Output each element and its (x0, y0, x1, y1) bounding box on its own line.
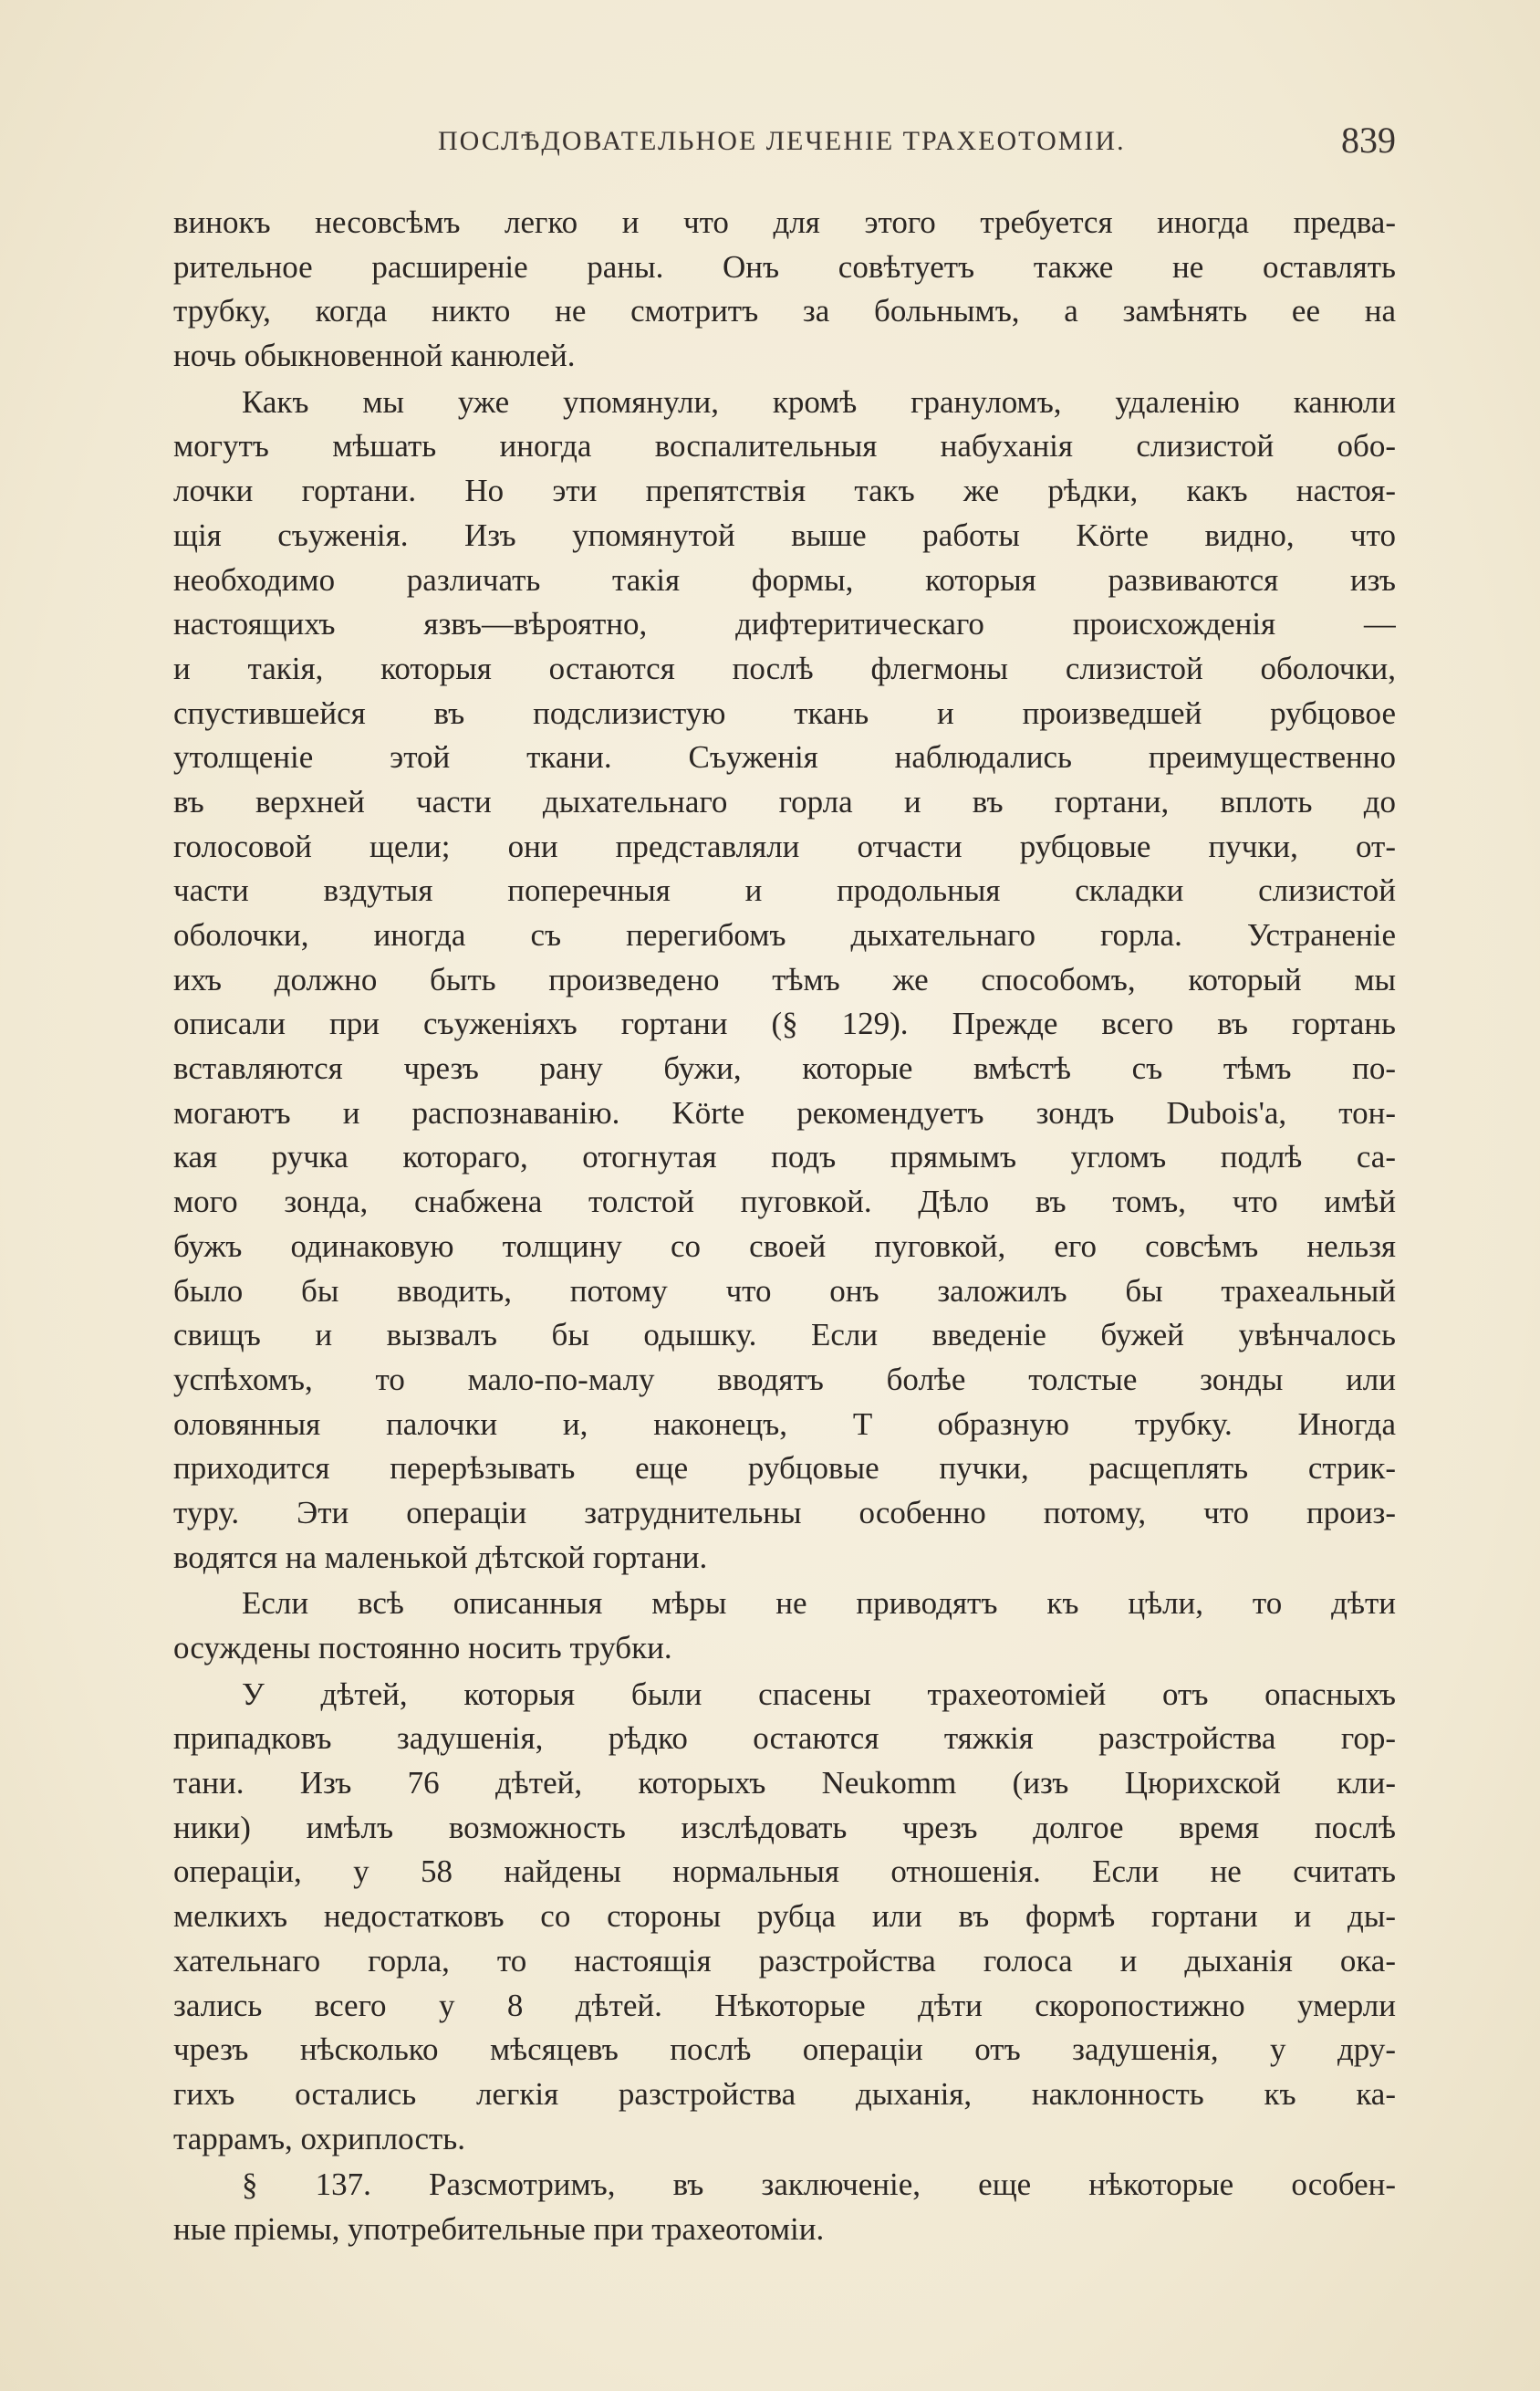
paragraph (173, 1673, 1396, 2162)
text-line: части вздутыя поперечныя и продольныя складки слизистой (173, 872, 1396, 909)
text-line: успѣхомъ, то мало-по-малу вводятъ болѣе толстые зонды или (173, 1361, 1396, 1397)
text-line: водятся на маленькой дѣтской гортани. (173, 1539, 708, 1575)
text-line: мелкихъ недостатковъ со стороны рубца или въ формѣ гортани и ды- (173, 1898, 1396, 1935)
text-line: голосовой щели; они представляли отчасти рубцовые пучки, от- (173, 828, 1396, 864)
text-line: спустившейся въ подслизистую ткань и произведшей рубцовое (173, 694, 1396, 731)
page-header (173, 119, 1396, 173)
text-line: могутъ мѣшать иногда воспалительныя набуханія слизистой обо- (173, 428, 1396, 465)
text-line: Какъ мы уже упомянули, кромѣ грануломъ, удаленію канюли (242, 383, 1396, 420)
page-number: 839 (1341, 120, 1396, 161)
text-line: ники) имѣлъ возможность изслѣдовать чрезъ долгое время послѣ (173, 1809, 1396, 1845)
text-line: тани. Изъ 76 дѣтей, которыхъ Neukomm (изъ Цюрихской кли- (173, 1765, 1396, 1801)
text-line: туру. Эти операціи затруднительны особенно потому, что произ- (173, 1494, 1396, 1530)
text-line: мого зонда, снабжена толстой пуговкой. Дѣло въ томъ, что имѣй (173, 1184, 1396, 1220)
text-line: операціи, у 58 найдены нормальныя отношенія. Если не считать (173, 1853, 1396, 1890)
text-line: описали при съуженіяхъ гортани (§ 129). Прежде всего въ гортань (173, 1006, 1396, 1042)
paragraph (173, 1582, 1396, 1670)
text-line: бужъ одинаковую толщину со своей пуговкой, его совсѣмъ нельзя (173, 1227, 1396, 1264)
text-line: Если всѣ описанныя мѣры не приводятъ къ цѣли, то дѣти (242, 1585, 1396, 1622)
paragraph (173, 2163, 1396, 2251)
text-line: кая ручка котораго, отогнутая подъ прямымъ угломъ подлѣ са- (173, 1139, 1396, 1175)
paragraph (173, 201, 1396, 379)
text-line: оловянныя палочки и, наконецъ, T образную трубку. Иногда (173, 1405, 1396, 1442)
text-line: щія съуженія. Изъ упомянутой выше работы Körte видно, что (173, 517, 1396, 553)
text-line: было бы вводить, потому что онъ заложилъ бы трахеальный (173, 1272, 1396, 1309)
text-line: ночь обыкновенной канюлей. (173, 338, 576, 374)
text-line: таррамъ, охриплость. (173, 2120, 466, 2156)
page-body (173, 201, 1396, 2254)
paragraph (173, 381, 1396, 1581)
text-line: настоящихъ язвъ—вѣроятно, дифтеритическаго происхожденія — (173, 606, 1396, 642)
text-line: ихъ должно быть произведено тѣмъ же способомъ, который мы (173, 961, 1396, 997)
text-line: приходится перерѣзывать еще рубцовые пучки, расщеплять стрик- (173, 1450, 1396, 1487)
text-line: ные пріемы, употребительные при трахеотоміи. (173, 2210, 825, 2247)
text-line: хательнаго горла, то настоящія разстройства голоса и дыханія ока- (173, 1942, 1396, 1979)
text-line: могаютъ и распознаванію. Körte рекомендуетъ зондъ Dubois'а, тон- (173, 1094, 1396, 1131)
text-line: зались всего у 8 дѣтей. Нѣкоторые дѣти скоропостижно умерли (173, 1987, 1396, 2023)
text-line: вставляются чрезъ рану бужи, которые вмѣстѣ съ тѣмъ по- (173, 1050, 1396, 1087)
text-line: необходимо различать такія формы, которыя развиваются изъ (173, 561, 1396, 598)
text-line: и такія, которыя остаются послѣ флегмоны слизистой оболочки, (173, 650, 1396, 686)
text-line: винокъ несовсѣмъ легко и что для этого требуется иногда предва- (173, 204, 1396, 240)
text-line: припадковъ задушенія, рѣдко остаются тяжкія разстройства гор- (173, 1720, 1396, 1757)
text-line: У дѣтей, которыя были спасены трахеотоміей отъ опасныхъ (242, 1676, 1396, 1712)
text-line: § 137. Разсмотримъ, въ заключеніе, еще нѣкоторые особен- (242, 2167, 1396, 2203)
text-line: трубку, когда никто не смотритъ за больнымъ, а замѣнять ее на (173, 293, 1396, 329)
running-head: ПОСЛѢДОВАТЕЛЬНОЕ ЛЕЧЕНІЕ ТРАХЕОТОМІИ. (438, 126, 1126, 156)
text-line: осуждены постоянно носить трубки. (173, 1630, 672, 1665)
text-line: оболочки, иногда съ перегибомъ дыхательнаго горла. Устраненіе (173, 917, 1396, 953)
text-line: лочки гортани. Но эти препятствія такъ же рѣдки, какъ настоя- (173, 473, 1396, 509)
text-line: гихъ остались легкія разстройства дыханія, наклонность къ ка- (173, 2075, 1396, 2112)
text-line: свищъ и вызвалъ бы одышку. Если введеніе бужей увѣнчалось (173, 1317, 1396, 1353)
text-line: рительное расширеніе раны. Онъ совѣтуетъ также не оставлять (173, 248, 1396, 285)
text-line: утолщеніе этой ткани. Съуженія наблюдались преимущественно (173, 739, 1396, 776)
text-line: въ верхней части дыхательнаго горла и въ гортани, вплоть до (173, 783, 1396, 820)
text-line: чрезъ нѣсколько мѣсяцевъ послѣ операціи отъ задушенія, у дру- (173, 2031, 1396, 2068)
